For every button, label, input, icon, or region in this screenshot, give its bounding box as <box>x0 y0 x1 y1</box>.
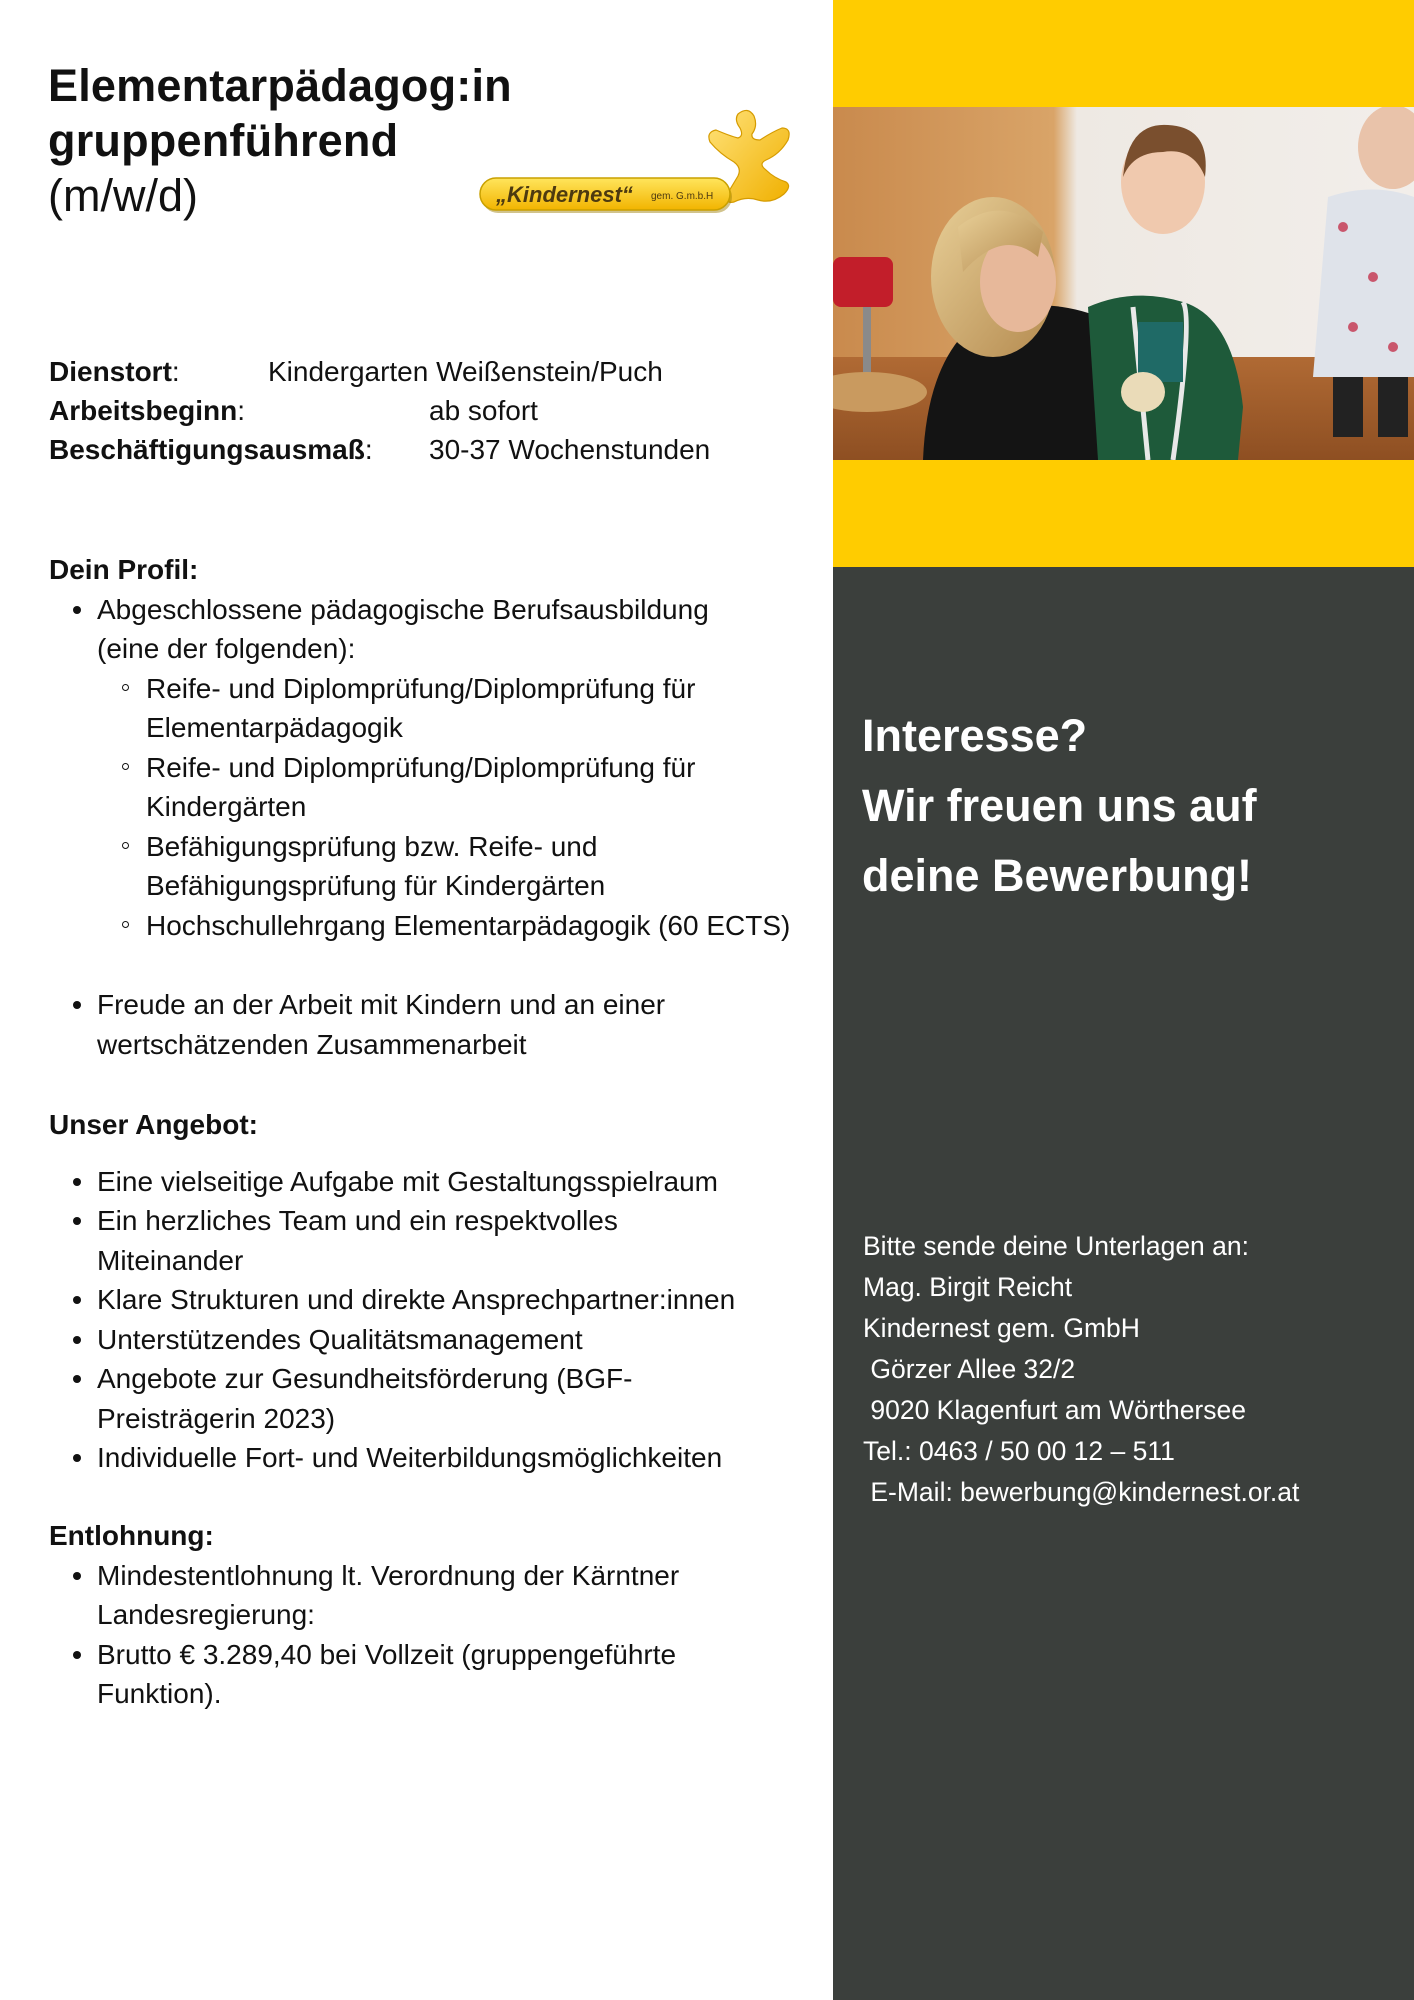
fact-value: Kindergarten Weißenstein/Puch <box>268 356 663 387</box>
list-item-line: Klare Strukturen und direkte Ansprechpartner:innen <box>97 1284 736 1315</box>
list-item-line: Miteinander <box>97 1244 244 1276</box>
list-item-line: Angebote zur Gesundheitsförderung (BGF- <box>97 1363 633 1394</box>
title-line-3: (m/w/d) <box>48 170 198 221</box>
fact-colon: : <box>237 395 246 426</box>
cta-line: Wir freuen uns auf <box>862 780 1257 831</box>
bullet-icon <box>73 1572 81 1580</box>
list-item <box>49 1635 819 1714</box>
profile-heading: Dein Profil: <box>49 554 199 585</box>
fact-colon: : <box>364 434 373 465</box>
logo-subtext: gem. G.m.b.H <box>651 191 714 202</box>
list-item-line: Brutto € 3.289,40 bei Vollzeit (gruppengeführte <box>97 1638 677 1670</box>
list-item <box>49 1320 819 1360</box>
contact-name: Mag. Birgit Reicht <box>863 1272 1073 1302</box>
bullet-icon <box>73 1651 81 1659</box>
list-item <box>49 590 819 946</box>
list-item-line: Landesregierung: <box>97 1599 315 1630</box>
list-item-line: Unterstützendes Qualitätsmanagement <box>97 1323 583 1355</box>
fact-hours <box>49 430 711 469</box>
list-item-line: Funktion). <box>97 1678 222 1709</box>
salary-heading: Entlohnung: <box>49 1520 214 1551</box>
circle-bullet-icon <box>122 921 129 928</box>
fact-value: ab sofort <box>429 395 538 426</box>
contact-city: 9020 Klagenfurt am Wörthersee <box>863 1395 1246 1425</box>
offer-section <box>49 1105 819 1478</box>
list-item-line: Elementarpädagogik <box>146 712 403 743</box>
list-item-line: Eine vielseitige Aufgabe mit Gestaltungsspielraum <box>97 1165 719 1197</box>
list-item-line: (eine der folgenden): <box>97 633 356 664</box>
fact-label: Beschäftigungsausmaß <box>49 434 365 465</box>
list-item-line: Reife- und Diplomprüfung/Diplomprüfung für <box>146 751 696 783</box>
circle-bullet-icon <box>122 842 129 849</box>
title-line-2: gruppenführend <box>48 115 399 166</box>
yellow-band-top <box>833 0 1414 107</box>
cta-line: deine Bewerbung! <box>862 850 1253 901</box>
list-item-line: Ein herzliches Team und ein respektvolles <box>97 1205 618 1236</box>
sub-list-item <box>97 827 819 906</box>
fact-start <box>49 391 538 430</box>
sub-list-item <box>97 906 819 946</box>
bullet-icon <box>73 1454 81 1462</box>
offer-heading: Unser Angebot: <box>49 1109 258 1140</box>
page-title <box>48 58 512 223</box>
bullet-icon <box>73 1296 81 1304</box>
contact-email-link[interactable]: E-Mail: bewerbung@kindernest.or.at <box>863 1477 1300 1507</box>
call-to-action <box>862 701 1257 911</box>
fact-location <box>49 352 663 391</box>
profile-section <box>49 550 819 1064</box>
list-item-line: Individuelle Fort- und Weiterbildungsmöglichkeiten <box>97 1442 723 1473</box>
job-facts <box>49 352 711 469</box>
sub-list-item <box>97 669 819 748</box>
fact-label: Dienstort <box>49 356 172 387</box>
fact-value: 30-37 Wochenstunden <box>429 434 711 465</box>
logo-text: „Kindernest“ <box>496 182 633 207</box>
fact-colon: : <box>171 356 180 387</box>
list-item <box>49 1280 819 1320</box>
list-item-line: Reife- und Diplomprüfung/Diplomprüfung für <box>146 672 696 704</box>
list-item <box>49 1359 819 1438</box>
contact-phone[interactable]: Tel.: 0463 / 50 00 12 – 511 <box>863 1436 1175 1466</box>
list-item-line: wertschätzenden Zusammenarbeit <box>97 1028 527 1060</box>
list-item <box>49 1556 819 1635</box>
contact-company: Kindernest gem. GmbH <box>863 1313 1140 1343</box>
bullet-icon <box>73 1217 81 1225</box>
contact-intro: Bitte sende deine Unterlagen an: <box>863 1231 1249 1261</box>
bullet-icon <box>73 1336 81 1344</box>
bullet-icon <box>73 1001 81 1009</box>
list-item <box>49 1438 819 1478</box>
list-item-line: Befähigungsprüfung für Kindergärten <box>146 870 606 901</box>
list-item <box>49 985 819 1064</box>
list-item-line: Freude an der Arbeit mit Kindern und an einer <box>97 989 666 1020</box>
bullet-icon <box>73 1178 81 1186</box>
list-item-line: Hochschullehrgang Elementarpädagogik (60 ECTS) <box>146 909 791 941</box>
bullet-icon <box>73 1375 81 1383</box>
list-item-line: Kindergärten <box>146 791 307 822</box>
yellow-band-bottom <box>833 460 1414 567</box>
fact-label: Arbeitsbeginn <box>49 395 238 426</box>
list-item-line: Mindestentlohnung lt. Verordnung der Kärntner <box>97 1559 680 1591</box>
title-line-1: Elementarpädagog:in <box>48 60 512 111</box>
list-item-line: Preisträgerin 2023) <box>97 1402 336 1434</box>
list-item-line: Abgeschlossene pädagogische Berufsausbildung <box>97 593 709 625</box>
bullet-icon <box>73 606 81 614</box>
salary-section <box>49 1516 819 1714</box>
kindernest-logo <box>476 106 796 216</box>
circle-bullet-icon <box>122 684 129 691</box>
list-item-line: Befähigungsprüfung bzw. Reife- und <box>146 830 598 862</box>
sub-list-item <box>97 748 819 827</box>
contact-street: Görzer Allee 32/2 <box>863 1354 1076 1384</box>
contact-info <box>863 1226 1299 1513</box>
circle-bullet-icon <box>122 763 129 770</box>
list-item <box>49 1201 819 1280</box>
teacher-with-child-photo <box>833 107 1414 460</box>
cta-line: Interesse? <box>862 710 1088 761</box>
list-item <box>49 1162 819 1202</box>
